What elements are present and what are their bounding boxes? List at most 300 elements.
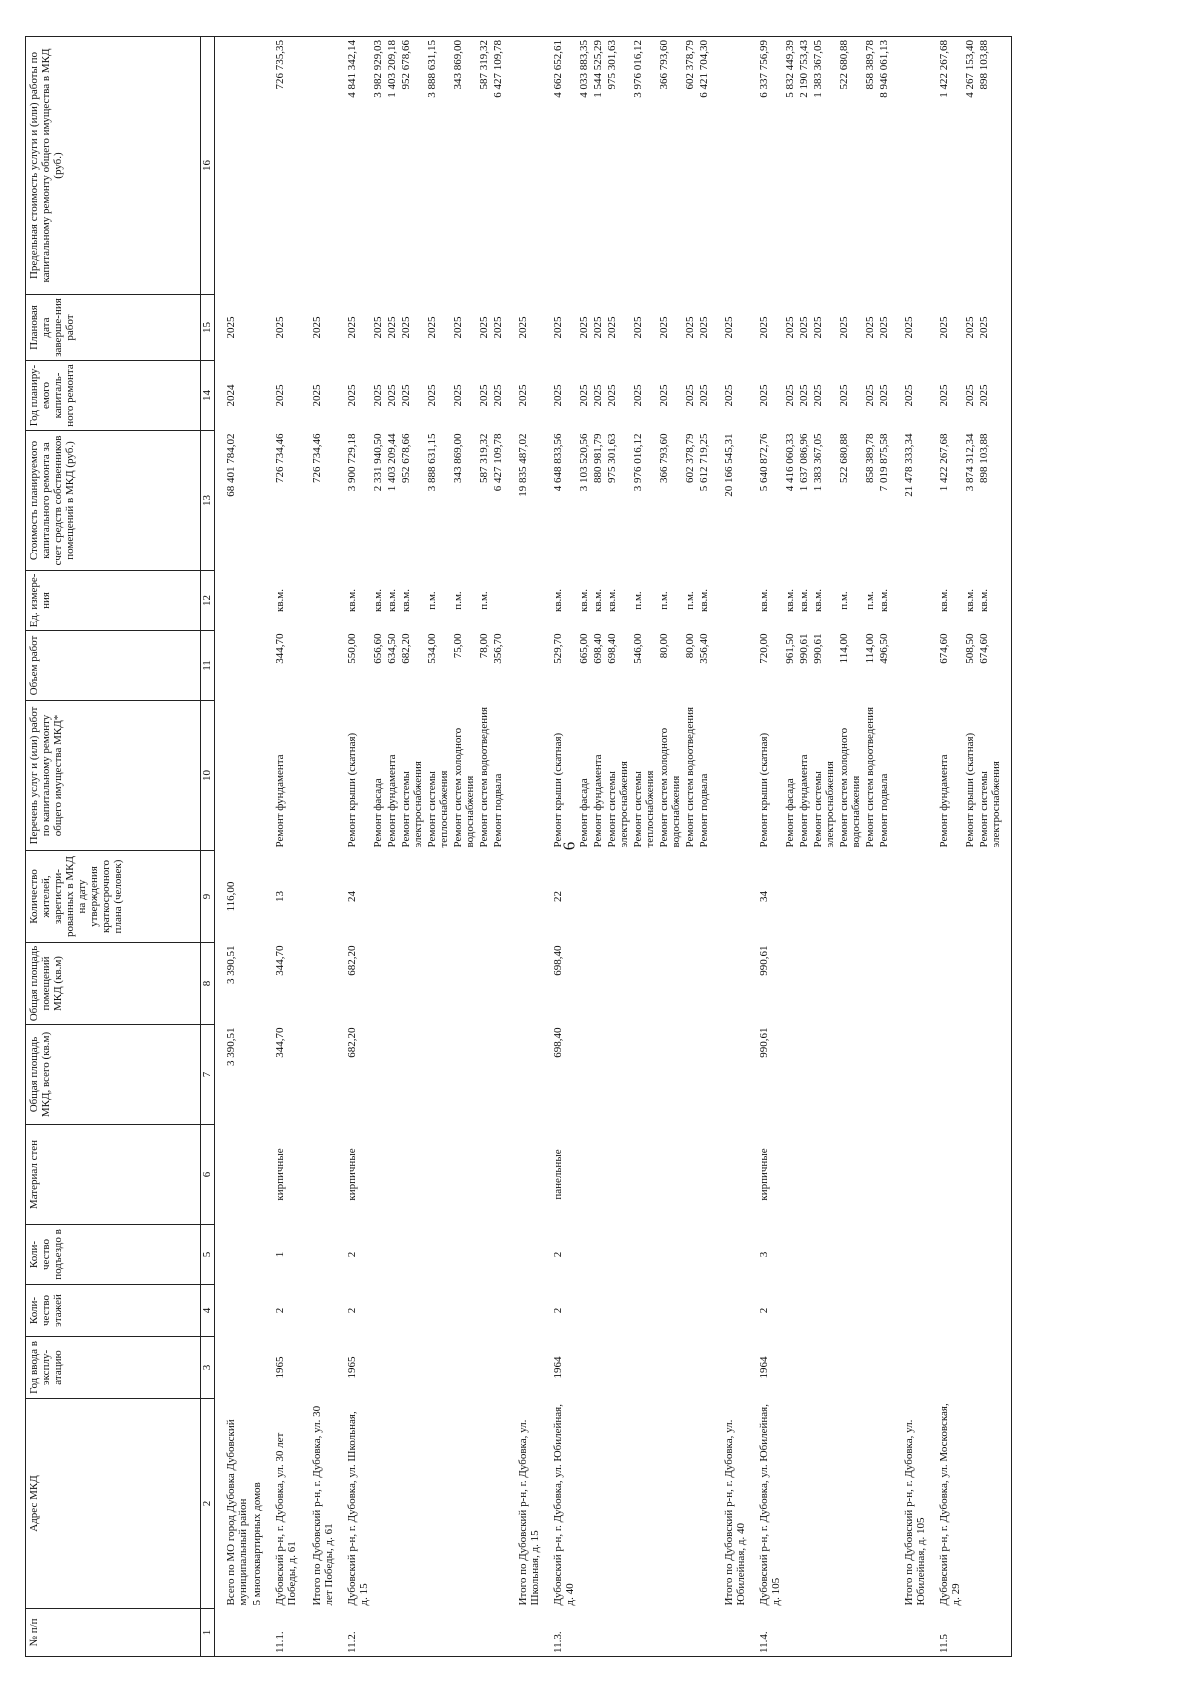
cell-col-9 (877, 851, 891, 943)
cell-col-9 (811, 851, 837, 943)
cell-col-16: 6 427 109,78 (491, 37, 505, 295)
cell-col-3 (977, 1337, 1003, 1399)
cell-col-1 (425, 1609, 451, 1657)
cell-col-5 (631, 1225, 657, 1285)
cell-col-1: 11.5 (928, 1609, 963, 1657)
cell-col-13: 366 793,60 (658, 433, 670, 483)
cell-col-11: 674,60 (938, 633, 950, 664)
cell-col-8 (299, 943, 336, 1025)
cell-col-13: 68 401 784,02 (225, 433, 237, 497)
cell-col-15 (250, 295, 264, 361)
cell-col-2: Итого по Дубовский р-н, г. Дубовка, ул. 30 лет Победы, д. 61 (311, 1405, 335, 1606)
cell-col-11: 674,60 (978, 633, 990, 664)
cell-col-9 (863, 851, 877, 943)
cell-col-15: 2025 (225, 316, 237, 339)
cell-col-6 (891, 1125, 928, 1225)
cell-col-12: кв.м. (978, 589, 990, 612)
cell-col-15: 2025 (684, 316, 696, 339)
cell-col-12: кв.м. (938, 589, 950, 612)
cell-col-2 (451, 1399, 477, 1609)
cell-col-5 (577, 1225, 591, 1285)
cell-col-10: Ремонт фасада (784, 778, 796, 848)
cell-col-9 (605, 851, 631, 943)
cell-col-4 (977, 1285, 1003, 1337)
cell-col-14: 2025 (903, 384, 915, 407)
cell-col-13: 21 478 333,34 (903, 433, 915, 497)
cell-col-9 (399, 851, 425, 943)
cell-col-3 (299, 1337, 336, 1399)
cell-col-3 (711, 1337, 748, 1399)
cell-col-12: кв.м. (372, 589, 384, 612)
cell-col-2: Итого по Дубовский р-н, г. Дубовка, ул. Юбилейная, д. 40 (723, 1419, 747, 1606)
cell-col-7 (299, 1025, 336, 1125)
cell-col-8 (605, 943, 631, 1025)
cell-col-9 (657, 851, 683, 943)
cell-col-5 (697, 1225, 711, 1285)
cell-col-3 (783, 1337, 797, 1399)
cell-col-13: 20 166 545,31 (723, 433, 735, 497)
header-cell-6: Материал стен (26, 1125, 201, 1225)
cell-col-2 (605, 1399, 631, 1609)
work-row (797, 37, 811, 1657)
cell-col-10: Ремонт фундамента (386, 754, 398, 848)
cell-col-11: 114,00 (864, 633, 876, 664)
building-row (748, 37, 783, 1657)
cell-col-8 (631, 943, 657, 1025)
cell-col-9 (697, 851, 711, 943)
cell-col-16: 898 103,88 (977, 37, 1003, 295)
cell-col-3 (385, 1337, 399, 1399)
cell-col-3 (877, 1337, 891, 1399)
cell-col-8 (591, 943, 605, 1025)
cell-col-13: 3 976 016,12 (632, 433, 644, 492)
cell-col-9 (577, 851, 591, 943)
cell-col-11: 698,40 (592, 633, 604, 664)
cell-col-8 (399, 943, 425, 1025)
cell-col-4 (863, 1285, 877, 1337)
cell-col-16: 1 422 267,68 (928, 37, 963, 295)
cell-col-12: п.м. (684, 591, 696, 610)
cell-col-13: 3 888 631,15 (426, 433, 438, 492)
cell-col-6: кирпичные (758, 1148, 770, 1201)
cell-col-6 (811, 1125, 837, 1225)
column-number-8: 8 (201, 943, 215, 1025)
cell-col-4 (491, 1285, 505, 1337)
cell-col-1 (863, 1609, 877, 1657)
cell-col-6 (797, 1125, 811, 1225)
cell-col-1 (877, 1609, 891, 1657)
cell-col-14: 2025 (492, 384, 504, 407)
cell-col-3 (863, 1337, 877, 1399)
cell-col-12 (505, 571, 542, 631)
cell-col-7 (797, 1025, 811, 1125)
table-bottom-row (1003, 37, 1012, 1657)
cell-col-14 (250, 361, 264, 431)
cell-col-14: 2025 (274, 384, 286, 407)
work-row (837, 37, 863, 1657)
cell-col-6 (963, 1125, 977, 1225)
cell-col-15: 2025 (758, 316, 770, 339)
cell-col-6 (863, 1125, 877, 1225)
cell-col-8: 698,40 (552, 945, 564, 976)
cell-col-2 (697, 1399, 711, 1609)
cell-col-1 (591, 1609, 605, 1657)
cell-col-13: 7 019 875,58 (878, 433, 890, 492)
cell-col-3 (451, 1337, 477, 1399)
cell-col-13: 898 103,88 (978, 433, 990, 483)
cell-col-5 (605, 1225, 631, 1285)
cell-col-11 (505, 631, 542, 701)
cell-col-15: 2025 (386, 316, 398, 339)
cell-col-11 (891, 631, 928, 701)
cell-col-8 (451, 943, 477, 1025)
cell-col-4 (891, 1285, 928, 1337)
cell-col-13: 1 403 209,44 (386, 433, 398, 492)
cell-col-6 (605, 1125, 631, 1225)
cell-col-5: 1 (274, 1251, 286, 1258)
cell-col-15: 2025 (798, 316, 810, 339)
cell-col-13: 2 331 940,50 (372, 433, 384, 492)
cell-col-7 (711, 1025, 748, 1125)
column-number-4: 4 (201, 1285, 215, 1337)
column-number-12: 12 (201, 571, 215, 631)
header-cell-10: Перечень услуг и (или) работ по капитальному ремонту общего имущества МКД* (26, 701, 201, 851)
cell-col-7 (837, 1025, 863, 1125)
cell-col-16: 6 337 756,99 (748, 37, 783, 295)
table-header-row (26, 37, 201, 1657)
cell-col-10: Ремонт систем холодного водоснабжения (658, 727, 682, 848)
cell-col-9 (299, 851, 336, 943)
cell-col-14: 2025 (452, 384, 464, 407)
cell-col-10: Ремонт крыши (скатная) (964, 732, 976, 848)
cell-col-9 (250, 851, 264, 943)
cell-col-16: 2 190 753,43 (797, 37, 811, 295)
cell-col-4 (837, 1285, 863, 1337)
cell-col-7 (451, 1025, 477, 1125)
column-number-15: 15 (201, 295, 215, 361)
cell-col-15: 2025 (274, 316, 286, 339)
cell-col-8 (371, 943, 385, 1025)
cell-col-7 (577, 1025, 591, 1125)
cell-col-15: 2025 (784, 316, 796, 339)
cell-col-3: 1965 (346, 1356, 358, 1379)
cell-col-16 (891, 37, 928, 295)
cell-col-5 (837, 1225, 863, 1285)
cell-col-8 (711, 943, 748, 1025)
column-number-2: 2 (201, 1399, 215, 1609)
cell-col-15: 2025 (964, 316, 976, 339)
cell-col-6 (215, 1125, 251, 1225)
cell-col-15: 2025 (400, 316, 412, 339)
cell-col-4 (605, 1285, 631, 1337)
cell-col-7 (385, 1025, 399, 1125)
cell-col-14: 2025 (838, 384, 850, 407)
cell-col-1 (697, 1609, 711, 1657)
cell-col-1 (891, 1609, 928, 1657)
cell-col-8 (928, 943, 963, 1025)
cell-col-3 (963, 1337, 977, 1399)
cell-col-1 (577, 1609, 591, 1657)
cell-col-4 (451, 1285, 477, 1337)
table-body (215, 37, 1012, 1657)
cell-col-4 (577, 1285, 591, 1337)
cell-col-4 (928, 1285, 963, 1337)
cell-col-6: кирпичные (346, 1148, 358, 1201)
cell-col-8: 344,70 (274, 945, 286, 976)
cell-col-9: 13 (274, 891, 286, 902)
cell-col-10: Ремонт подвала (878, 773, 890, 848)
cell-col-9 (783, 851, 797, 943)
cell-col-9 (928, 851, 963, 943)
work-row (399, 37, 425, 1657)
cell-col-4 (250, 1285, 264, 1337)
cell-col-12 (215, 571, 251, 631)
cell-col-8 (425, 943, 451, 1025)
cell-col-9 (797, 851, 811, 943)
cell-col-3 (491, 1337, 505, 1399)
houses-count-row (250, 37, 264, 1657)
header-cell-8: Общая площадь помещений МКД (кв.м) (26, 943, 201, 1025)
page-number: 6 (559, 841, 579, 851)
cell-col-11: 546,00 (632, 633, 644, 664)
cell-col-2 (683, 1399, 697, 1609)
cell-col-2 (783, 1399, 797, 1609)
cell-col-7 (399, 1025, 425, 1125)
cell-col-6 (657, 1125, 683, 1225)
cell-col-1: 11.4. (748, 1609, 783, 1657)
cell-col-11 (711, 631, 748, 701)
cell-col-16: 858 389,78 (863, 37, 877, 295)
cell-col-7 (491, 1025, 505, 1125)
cell-col-11: 529,70 (552, 633, 564, 664)
cell-col-1 (385, 1609, 399, 1657)
cell-col-6 (250, 1125, 264, 1225)
cell-col-13: 1 383 367,05 (812, 433, 824, 492)
cell-col-8 (250, 943, 264, 1025)
cell-col-7 (425, 1025, 451, 1125)
cell-col-7 (605, 1025, 631, 1125)
cell-col-11: 344,70 (274, 633, 286, 664)
cell-col-13: 880 981,79 (592, 433, 604, 483)
cell-col-13: 952 678,66 (400, 433, 412, 483)
work-row (977, 37, 1003, 1657)
cell-col-10: Ремонт фундамента (274, 754, 286, 848)
cell-col-7 (371, 1025, 385, 1125)
cell-col-11: 990,61 (798, 633, 810, 664)
cell-col-10: Ремонт систем водоотведения (478, 706, 490, 848)
cell-col-10: Ремонт систем водоотведения (864, 706, 876, 848)
column-number-10: 10 (201, 701, 215, 851)
cell-col-4: 2 (552, 1307, 564, 1314)
cell-col-4 (371, 1285, 385, 1337)
work-row (591, 37, 605, 1657)
cell-col-6 (877, 1125, 891, 1225)
work-row (385, 37, 399, 1657)
cell-col-3 (605, 1337, 631, 1399)
cell-col-1 (477, 1609, 491, 1657)
cell-col-7 (863, 1025, 877, 1125)
cell-col-3 (631, 1337, 657, 1399)
cell-col-11: 356,40 (698, 633, 710, 664)
header-cell-3: Год ввода в эксплу-атацию (26, 1337, 201, 1399)
cell-col-12: п.м. (478, 591, 490, 610)
cell-col-10: Ремонт системы электроснабжения (978, 761, 1002, 848)
cell-col-7 (657, 1025, 683, 1125)
subtotal-row (891, 37, 928, 1657)
cell-col-14: 2025 (938, 384, 950, 407)
cell-col-13: 5 640 872,76 (758, 433, 770, 492)
cell-col-8: 682,20 (346, 945, 358, 976)
work-row (697, 37, 711, 1657)
cell-col-3 (837, 1337, 863, 1399)
cell-col-8 (891, 943, 928, 1025)
cell-col-10: Ремонт фундамента (938, 754, 950, 848)
cell-col-16: 4 841 342,14 (336, 37, 371, 295)
building-row (542, 37, 577, 1657)
work-row (657, 37, 683, 1657)
cell-col-3 (697, 1337, 711, 1399)
cell-col-4 (797, 1285, 811, 1337)
cell-col-15: 2025 (838, 316, 850, 339)
cell-col-16: 8 946 061,13 (877, 37, 891, 295)
cell-col-14: 2025 (864, 384, 876, 407)
cell-col-16: 1 403 209,18 (385, 37, 399, 295)
cell-col-4 (657, 1285, 683, 1337)
column-number-3: 3 (201, 1337, 215, 1399)
cell-col-15: 2025 (492, 316, 504, 339)
cell-col-15: 2025 (346, 316, 358, 339)
cell-col-4 (711, 1285, 748, 1337)
cell-col-10: Ремонт фундамента (592, 754, 604, 848)
cell-col-7 (477, 1025, 491, 1125)
header-cell-7: Общая площадь МКД, всего (кв.м) (26, 1025, 201, 1125)
cell-col-9 (591, 851, 605, 943)
subtotal-row (711, 37, 748, 1657)
cell-col-4 (477, 1285, 491, 1337)
cell-col-16: 975 301,63 (605, 37, 631, 295)
cell-col-2: Итого по Дубовский р-н, г. Дубовка, ул. Юбилейная, д. 105 (903, 1419, 927, 1606)
cell-col-14: 2025 (812, 384, 824, 407)
cell-col-8 (837, 943, 863, 1025)
cell-col-16: 366 793,60 (657, 37, 683, 295)
header-cell-13: Стоимость планируемого капитального ремонта за счет средств собственников помещений в МКД (руб.) (26, 431, 201, 571)
cell-col-10: Ремонт подвала (492, 773, 504, 848)
header-cell-14: Год планиру-емого капиталь-ного ремонта (26, 361, 201, 431)
cell-col-6: кирпичные (274, 1148, 286, 1201)
cell-col-15: 2025 (658, 316, 670, 339)
cell-col-6 (928, 1125, 963, 1225)
cell-col-2: Всего по МО город Дубовка Дубовский муниципальный район (225, 1419, 249, 1606)
cell-col-12: кв.м. (606, 589, 618, 612)
cell-col-13: 3 900 729,18 (346, 433, 358, 492)
cell-col-1 (711, 1609, 748, 1657)
cell-col-14: 2025 (978, 384, 990, 407)
cell-col-2 (963, 1399, 977, 1609)
cell-col-8 (797, 943, 811, 1025)
cell-col-7 (631, 1025, 657, 1125)
cell-col-14: 2025 (592, 384, 604, 407)
cell-col-14: 2025 (632, 384, 644, 407)
cell-col-6 (385, 1125, 399, 1225)
column-numbers-row (201, 37, 215, 1657)
cell-col-2 (491, 1399, 505, 1609)
work-row (491, 37, 505, 1657)
cell-col-11: 698,40 (606, 633, 618, 664)
cell-col-8 (863, 943, 877, 1025)
cell-col-12: п.м. (864, 591, 876, 610)
cell-col-15: 2025 (723, 316, 735, 339)
cell-col-9 (385, 851, 399, 943)
cell-col-10: Ремонт фасада (372, 778, 384, 848)
cell-col-5 (491, 1225, 505, 1285)
cell-col-2 (577, 1399, 591, 1609)
cell-col-6 (683, 1125, 697, 1225)
cell-col-2 (385, 1399, 399, 1609)
cell-col-5 (657, 1225, 683, 1285)
cell-col-4 (811, 1285, 837, 1337)
cell-col-13: 3 103 520,56 (578, 433, 590, 492)
cell-col-3 (811, 1337, 837, 1399)
cell-col-12: кв.м. (784, 589, 796, 612)
cell-col-15: 2025 (372, 316, 384, 339)
cell-col-13: 19 835 487,02 (517, 433, 529, 497)
cell-col-7 (811, 1025, 837, 1125)
cell-col-2 (863, 1399, 877, 1609)
cell-col-14: 2025 (517, 384, 529, 407)
cell-col-10: Ремонт систем водоотведения (684, 706, 696, 848)
cell-col-11: 534,00 (426, 633, 438, 664)
cell-col-5 (811, 1225, 837, 1285)
cell-col-4 (697, 1285, 711, 1337)
cell-col-6 (783, 1125, 797, 1225)
cell-col-6 (399, 1125, 425, 1225)
cell-col-10: Ремонт фасада (578, 778, 590, 848)
cell-col-2 (425, 1399, 451, 1609)
cell-col-2: Итого по Дубовский р-н, г. Дубовка, ул. Школьная, д. 15 (517, 1419, 541, 1606)
cell-col-14: 2025 (552, 384, 564, 407)
cell-col-4 (399, 1285, 425, 1337)
repair-plan-table (25, 36, 1012, 1657)
cell-col-16: 4 662 652,61 (542, 37, 577, 295)
cell-col-16: 4 033 883,35 (577, 37, 591, 295)
cell-col-11: 356,70 (492, 633, 504, 664)
cell-col-7 (928, 1025, 963, 1125)
cell-col-3 (928, 1337, 963, 1399)
cell-col-10 (505, 701, 542, 851)
cell-col-6 (697, 1125, 711, 1225)
cell-col-6 (477, 1125, 491, 1225)
work-row (631, 37, 657, 1657)
cell-col-10: Ремонт подвала (698, 773, 710, 848)
cell-col-1 (605, 1609, 631, 1657)
cell-col-11: 78,00 (478, 633, 490, 659)
cell-col-6 (977, 1125, 1003, 1225)
cell-col-15: 2025 (517, 316, 529, 339)
column-number-6: 6 (201, 1125, 215, 1225)
cell-col-12: кв.м. (878, 589, 890, 612)
cell-col-14: 2025 (400, 384, 412, 407)
cell-col-14: 2025 (658, 384, 670, 407)
cell-col-16: 3 982 929,03 (371, 37, 385, 295)
cell-col-9 (505, 851, 542, 943)
cell-col-4 (963, 1285, 977, 1337)
cell-col-1 (797, 1609, 811, 1657)
cell-col-10: Ремонт системы теплоснабжения (632, 770, 656, 848)
cell-col-11: 634,50 (386, 633, 398, 664)
cell-col-10: Ремонт системы электроснабжения (812, 761, 836, 848)
cell-col-15: 2025 (606, 316, 618, 339)
cell-col-4: 2 (758, 1307, 770, 1314)
